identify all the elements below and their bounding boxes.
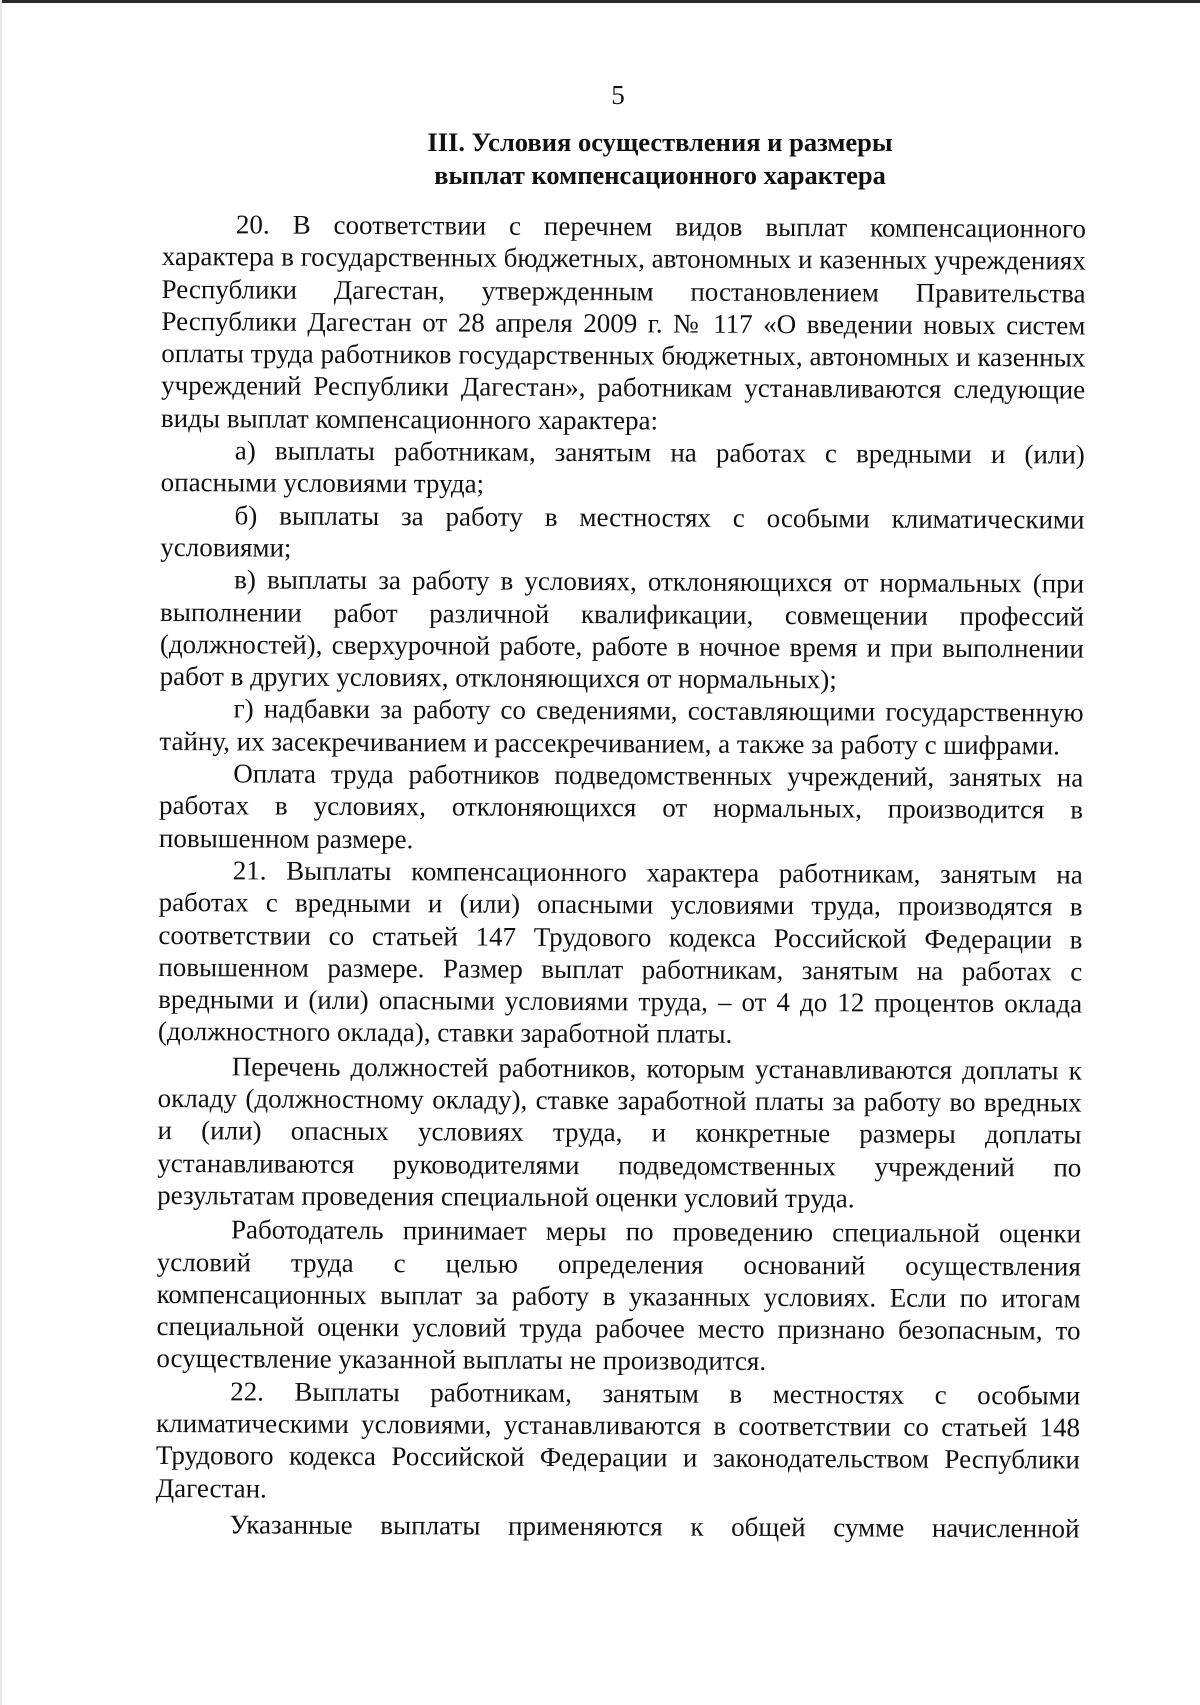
document-body xyxy=(155,208,1085,1545)
paragraph-20-note: Оплата труда работников подведомственных учреждений, занятых на работах в условиях, отклоняющихся от нормальных, производится в повышенном размере. xyxy=(158,758,1084,854)
scan-edge xyxy=(0,0,2,1705)
paragraph-20-item-v: в) выплаты за работу в условиях, отклоняющихся от нормальных (при выполнении работ различной квалификации, совмещении профессий (должностей), сверхурочной работе, работе в ночное время и при выполнении работ в других условиях, отклоняющихся от нормальных); xyxy=(159,564,1085,695)
paragraph-22: 22. Выплаты работникам, занятым в местностях с особыми климатическими условиями, устанавливаются в соответствии со статьей 148 Трудового кодекса Российской Федерации и законодательством Республики Дагестан. xyxy=(155,1376,1081,1504)
paragraph-21: 21. Выплаты компенсационного характера работникам, занятым на работах с вредными и (или) опасными условиями труда, производятся в соответствии со статьей 147 Трудового кодекса Российской Федерации в повышенном размере. Размер выплат работникам, занятым на работах с вредными и (или) опасными условиями труда, – от 4 до 12 процентов оклада (должностного оклада), ставки заработной платы. xyxy=(157,855,1083,1050)
paragraph-20-item-b: б) выплаты за работу в местностях с особыми климатическими условиями; xyxy=(160,500,1085,563)
paragraph-20-item-a: а) выплаты работникам, занятым на работах с вредными и (или) опасными условиями труда; xyxy=(160,435,1085,499)
paragraph-21-assessment: Работодатель принимает меры по проведению специальной оценки условий труда с целью определения оснований осуществления компенсационных выплат за работу в указанных условиях. Если по итогам специальной оценки условий труда рабочее место признано безопасным, то осуществление указанной выплаты не производится. xyxy=(156,1214,1082,1377)
section-heading-line-2: выплат компенсационного характера xyxy=(434,160,886,190)
paragraph-20-item-g: г) надбавки за работу со сведениями, составляющими государственную тайну, их засекречиванием и рассекречиванием, а также за работу с шифрами. xyxy=(159,693,1084,761)
paragraph-20: 20. В соответствии с перечнем видов выплат компенсационного характера в государственных бюджетных, автономных и казенных учреждениях Республики Дагестан, утвержденным постановлением Правительства Республики Дагестан от 28 апреля 2009 г. № 117 «О введении новых систем оплаты труда работников государственных бюджетных, автономных и казенных учреждений Республики Дагестан», работникам устанавливаются следующие виды выплат компенсационного характера: xyxy=(160,209,1086,436)
paragraph-22-continuation: Указанные выплаты применяются к общей сумме начисленной xyxy=(229,1509,1080,1544)
section-heading-line-1: III. Условия осуществления и размеры xyxy=(427,127,893,157)
paragraph-21-list: Перечень должностей работников, которым устанавливаются доплаты к окладу (должностному окладу), ставке заработной платы за работу во вредных и (или) опасных условиях труда, и конкретные размеры доплаты устанавливаются руководителями подведомственных учреждений по результатам проведения специальной оценки условий труда. xyxy=(157,1051,1082,1214)
scan-border-line xyxy=(0,0,1200,3)
page-number: 5 xyxy=(611,80,625,110)
section-heading xyxy=(160,126,1160,192)
